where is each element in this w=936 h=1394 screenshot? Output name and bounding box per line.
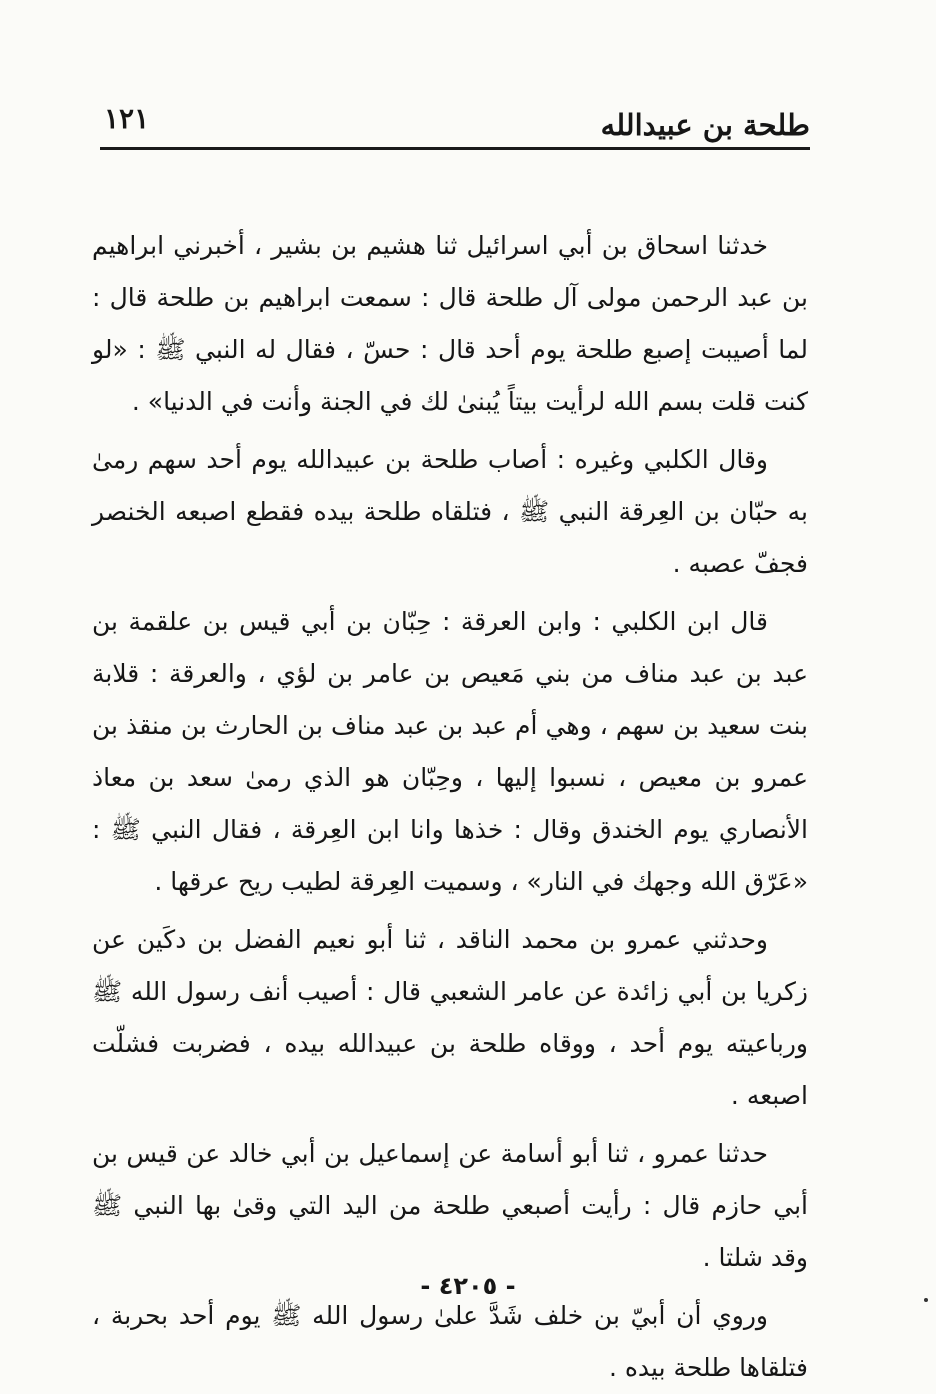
paragraph: قال ابن الكلبي : وابن العرقة : حِبّان بن أبي قيس بن علقمة بن عبد بن عبد مناف من بني مَعيص بن عامر بن لؤي ، والعرقة : قلابة بنت سعيد بن سهم ، وهي أم عبد بن عبد مناف بن الحارث بن منقذ بن عمرو بن معيص ، نسبوا إليها ، وحِبّان هو الذي رمىٰ سعد بن معاذ الأنصاري يوم الخندق وقال : خذها وانا ابن العِرقة ، فقال النبي ﷺ : «عَرّق الله وجهك في النار» ، وسميت العِرقة لطيب ريح عرقها . (92, 607, 808, 896)
folio-number: - ٤٢٠٥ - (420, 1272, 516, 1300)
paragraph: حدثنا عمرو ، ثنا أبو أسامة عن إسماعيل بن أبي خالد عن قيس بن أبي حازم قال : رأيت أصبعي طلحة من اليد التي وقىٰ بها النبي ﷺ وقد شلتا . (92, 1139, 808, 1272)
paragraph: وقال الكلبي وغيره : أصاب طلحة بن عبيدالله يوم أحد سهم رمىٰ به حبّان بن العِرقة النبي ﷺ ، فتلقاه طلحة بيده فقطع اصبعه الخنصر فجفّ عصبه . (92, 445, 808, 578)
paragraph: وحدثني عمرو بن محمد الناقد ، ثنا أبو نعيم الفضل بن دكَين عن زكريا بن أبي زائدة عن عامر الشعبي قال : أصيب أنف رسول الله ﷺ ورباعيته يوم أحد ، ووقاه طلحة بن عبيدالله بيده ، فضربت فشلّت اصبعه . (92, 925, 808, 1110)
page-header (98, 98, 810, 148)
paragraph: خدثنا اسحاق بن أبي اسرائيل ثنا هشيم بن بشير ، أخبرني ابراهيم بن عبد الرحمن مولى آل طلحة قال : سمعت ابراهيم بن طلحة قال : لما أصيبت إصبع طلحة يوم أحد قال : حسّ ، فقال له النبي ﷺ : «لو كنت قلت بسم الله لرأيت بيتاً يُبنىٰ لك في الجنة وأنت في الدنيا» . (92, 231, 808, 416)
running-title: طلحة بن عبيدالله (600, 108, 810, 142)
page-number: ١٢١ (104, 102, 150, 135)
scan-speck (924, 1298, 928, 1302)
header-rule (100, 147, 810, 150)
paragraph: وروي أن أبيّ بن خلف شَدَّ علىٰ رسول الله ﷺ يوم أحد بحربة ، فتلقاها طلحة بيده . (92, 1301, 808, 1382)
